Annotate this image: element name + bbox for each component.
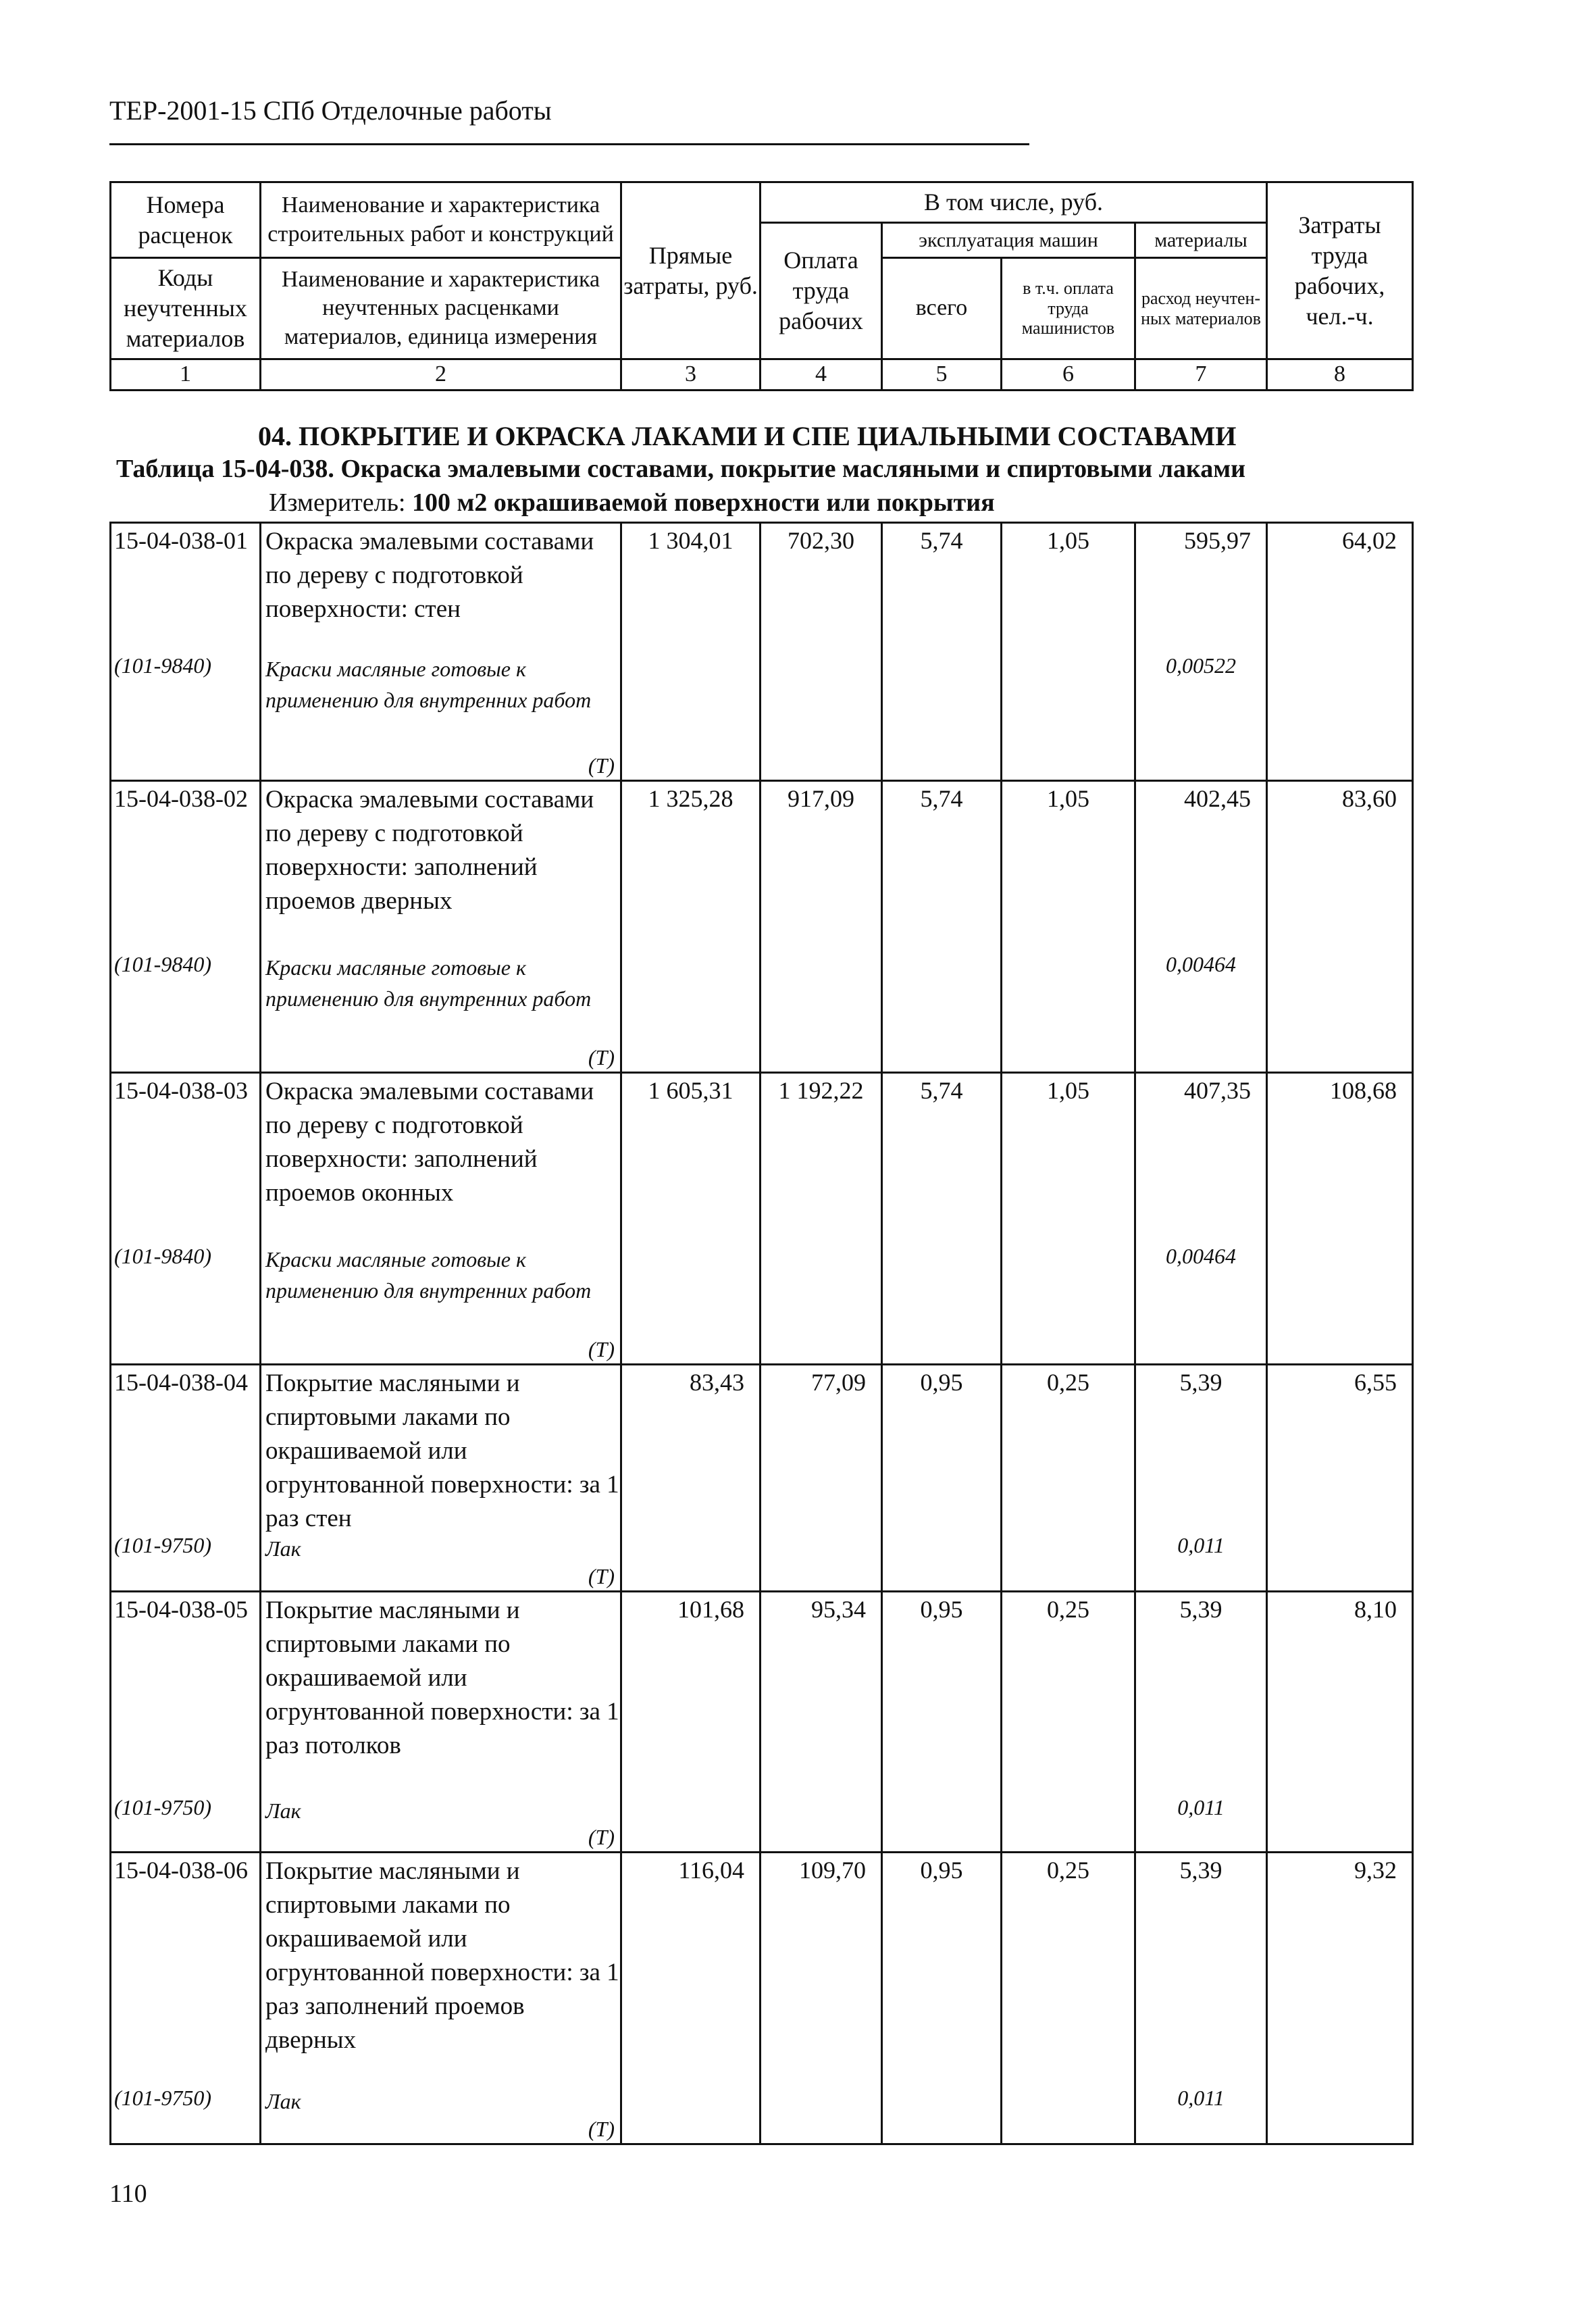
measure-value: 100 м2 окрашиваемой поверхности или покрытия [412,488,995,517]
header-material-name: Наименование и характеристика неучтенных расценками материалов, единица измерения [261,258,621,359]
column-number: 2 [261,359,621,391]
table-row [111,1073,1413,1365]
work-description: Окраска эмалевыми составами по дереву с подготовкой поверхности: стен [265,528,594,623]
material-name: Лак [265,2089,301,2113]
material-name: Краски масляные готовые к применению для внутренних работ [265,657,592,712]
header-unaccounted-materials: расход неучтен-ных материалов [1135,258,1267,359]
operator-pay: 0,25 [1047,1596,1089,1623]
material-name: Лак [265,1536,301,1561]
column-number: 5 [882,359,1002,391]
worker-pay: 917,09 [788,785,854,812]
labor-hours: 9,32 [1354,1857,1397,1884]
rate-code: 15-04-038-04 [114,1369,248,1396]
header-work-name: Наименование и характеристика строительных работ и конструкций [261,182,621,258]
materials-cost: 407,35 [1184,1077,1251,1104]
direct-costs: 1 605,31 [648,1077,733,1104]
table-row [111,1592,1413,1853]
material-unit: (Т) [588,753,615,778]
operator-pay: 1,05 [1047,785,1089,812]
worker-pay: 1 192,22 [778,1077,864,1104]
operator-pay: 0,25 [1047,1857,1089,1884]
rate-code: 15-04-038-06 [114,1857,248,1884]
work-description: Покрытие масляными и спиртовыми лаками по окрашиваемой или огрунтованной поверхности: за 1 раз заполнений проемов дверных [265,1857,619,2054]
header-including-group: В том числе, руб. [761,182,1267,223]
operator-pay: 1,05 [1047,1077,1089,1104]
machine-total: 5,74 [920,785,963,812]
header-machine-total: всего [882,258,1002,359]
table-title [116,454,1245,484]
measure-unit [269,488,995,518]
column-number: 7 [1135,359,1267,391]
header-rule [109,143,1029,145]
labor-hours: 83,60 [1342,785,1397,812]
materials-cost: 5,39 [1179,1596,1222,1623]
header-labor-hours: Затраты труда рабочих, чел.-ч. [1267,182,1413,359]
rate-code: 15-04-038-05 [114,1596,248,1623]
running-head: ТЕР-2001-15 СПб Отделочные работы [109,95,552,126]
material-unit: (Т) [588,1825,615,1849]
material-quantity: 0,00464 [1166,952,1236,976]
column-number: 3 [621,359,761,391]
machine-total: 0,95 [920,1369,963,1396]
material-quantity: 0,011 [1177,1795,1225,1819]
labor-hours: 64,02 [1342,527,1397,554]
table-row [111,1365,1413,1592]
measure-label: Измеритель: [269,488,412,517]
column-number: 4 [761,359,882,391]
header-rate-number: Номера расценок [111,182,261,258]
header-direct-costs: Прямые затраты, руб. [621,182,761,359]
labor-hours: 108,68 [1330,1077,1397,1104]
worker-pay: 95,34 [811,1596,866,1623]
work-description: Окраска эмалевыми составами по дереву с подготовкой поверхности: заполнений проемов оконных [265,1078,594,1207]
column-header-table [109,181,1414,391]
material-unit: (Т) [588,1045,615,1070]
table-row [111,1853,1413,2144]
work-description: Окраска эмалевыми составами по дереву с подготовкой поверхности: заполнений проемов дверных [265,786,594,915]
worker-pay: 109,70 [799,1857,866,1884]
operator-pay: 1,05 [1047,527,1089,554]
direct-costs: 101,68 [677,1596,744,1623]
header-machine-operation: эксплуатация машин [882,223,1135,258]
material-code: (101-9750) [114,1795,211,1819]
table-row [111,523,1413,781]
machine-total: 5,74 [920,1077,963,1104]
material-quantity: 0,00522 [1166,653,1236,678]
labor-hours: 6,55 [1354,1369,1397,1396]
header-operator-pay: в т.ч. оплата труда машинистов [1002,258,1135,359]
material-unit: (Т) [588,1564,615,1588]
machine-total: 0,95 [920,1857,963,1884]
work-description: Покрытие масляными и спиртовыми лаками по окрашиваемой или огрунтованной поверхности: за 1 раз потолков [265,1596,619,1759]
rate-code: 15-04-038-01 [114,527,248,554]
material-code: (101-9750) [114,2086,211,2110]
material-name: Краски масляные готовые к применению для внутренних работ [265,955,592,1011]
direct-costs: 1 304,01 [648,527,733,554]
machine-total: 5,74 [920,527,963,554]
material-code: (101-9840) [114,952,211,976]
material-quantity: 0,011 [1177,2086,1225,2110]
rate-code: 15-04-038-02 [114,785,248,812]
work-description: Покрытие масляными и спиртовыми лаками по окрашиваемой или огрунтованной поверхности: за 1 раз стен [265,1369,619,1532]
material-name: Лак [265,1799,301,1823]
material-quantity: 0,00464 [1166,1244,1236,1268]
labor-hours: 8,10 [1354,1596,1397,1623]
column-number: 1 [111,359,261,391]
direct-costs: 116,04 [678,1857,744,1884]
page-number: 110 [109,2180,147,2208]
machine-total: 0,95 [920,1596,963,1623]
header-worker-pay: Оплата труда рабочих [761,223,882,359]
operator-pay: 0,25 [1047,1369,1089,1396]
direct-costs: 83,43 [690,1369,744,1396]
table-title-text: Окраска эмалевыми составами, покрытие масляными и спиртовыми лаками [334,455,1246,483]
rate-code: 15-04-038-03 [114,1077,248,1104]
worker-pay: 77,09 [811,1369,866,1396]
material-code: (101-9840) [114,653,211,678]
material-quantity: 0,011 [1177,1533,1225,1557]
direct-costs: 1 325,28 [648,785,733,812]
column-number: 8 [1267,359,1413,391]
materials-cost: 5,39 [1179,1369,1222,1396]
material-unit: (Т) [588,1337,615,1361]
column-number: 6 [1002,359,1135,391]
header-material-codes: Коды неучтенных материалов [111,258,261,359]
material-code: (101-9840) [114,1244,211,1268]
material-code: (101-9750) [114,1533,211,1557]
materials-cost: 402,45 [1184,785,1251,812]
rates-table [109,522,1414,2145]
material-unit: (Т) [588,2117,615,2141]
table-title-label: Таблица 15-04-038. [116,455,334,483]
materials-cost: 595,97 [1184,527,1251,554]
table-row [111,781,1413,1073]
worker-pay: 702,30 [788,527,854,554]
materials-cost: 5,39 [1179,1857,1222,1884]
material-name: Краски масляные готовые к применению для внутренних работ [265,1247,592,1303]
section-title: 04. ПОКРЫТИЕ И ОКРАСКА ЛАКАМИ И СПЕ ЦИАЛЬНЫМИ СОСТАВАМИ [258,421,1237,451]
header-materials: материалы [1135,223,1267,258]
